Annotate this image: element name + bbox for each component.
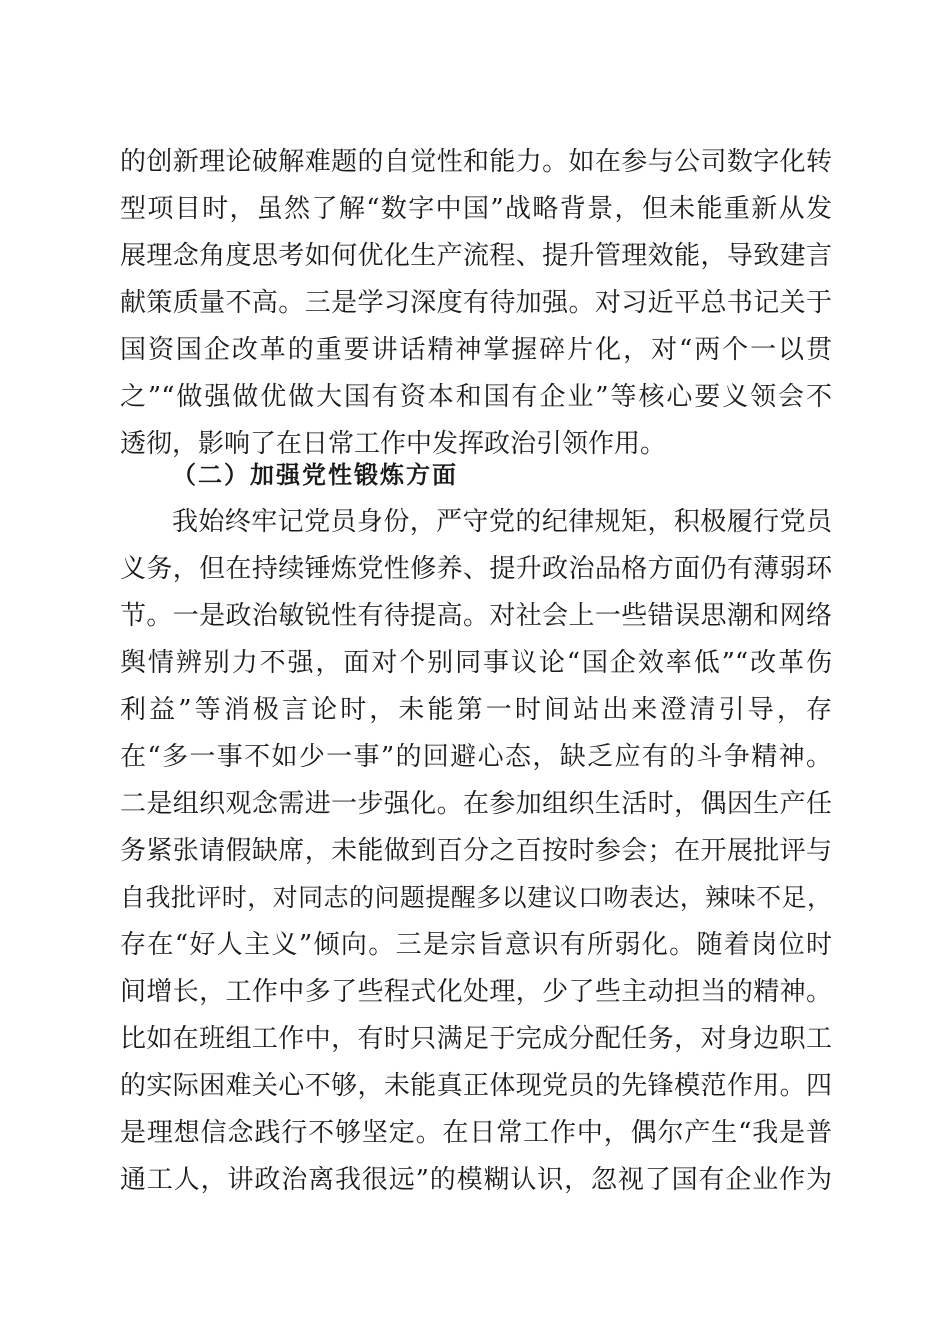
paragraph-line: 比如在班组工作中，有时只满足于完成分配任务，对身边职工: [120, 1024, 832, 1054]
paragraph-line: 展理念角度思考如何优化生产流程、提升管理效能，导致建言: [120, 241, 832, 271]
paragraph-line: 存在“好人主义”倾向。三是宗旨意识有所弱化。随着岗位时: [120, 930, 832, 960]
paragraph-line: 利益”等消极言论时，未能第一时间站出来澄清引导，存: [120, 695, 832, 725]
paragraph-line: 献策质量不高。三是学习深度有待加强。对习近平总书记关于: [120, 288, 832, 318]
paragraph-line: 国资国企改革的重要讲话精神掌握碎片化，对“两个一以贯: [120, 335, 832, 365]
paragraph-line: 透彻，影响了在日常工作中发挥政治引领作用。: [120, 429, 667, 459]
paragraph-line: 的实际困难关心不够，未能真正体现党员的先锋模范作用。四: [120, 1071, 832, 1101]
paragraph-line: 务紧张请假缺席，未能做到百分之百按时参会；在开展批评与: [120, 836, 832, 866]
paragraph-line: 的创新理论破解难题的自觉性和能力。如在参与公司数字化转: [120, 147, 832, 177]
paragraph-line: 二是组织观念需进一步强化。在参加组织生活时，偶因生产任: [120, 789, 832, 819]
paragraph-line: 节。一是政治敏锐性有待提高。对社会上一些错误思潮和网络: [120, 601, 832, 631]
paragraph-line: 之”“做强做优做大国有资本和国有企业”等核心要义领会不: [120, 382, 832, 412]
paragraph-line: 我始终牢记党员身份，严守党的纪律规矩，积极履行党员: [172, 507, 832, 537]
paragraph-line: 义务，但在持续锤炼党性修养、提升政治品格方面仍有薄弱环: [120, 554, 832, 584]
section-heading: （二）加强党性锻炼方面: [172, 460, 458, 489]
paragraph-line: 舆情辨别力不强，面对个别同事议论“国企效率低”“改革伤: [120, 648, 832, 678]
paragraph-line: 在“多一事不如少一事”的回避心态，缺乏应有的斗争精神。: [120, 742, 832, 772]
paragraph-line: 通工人，讲政治离我很远”的模糊认识，忽视了国有企业作为: [120, 1165, 832, 1195]
paragraph-line: 是理想信念践行不够坚定。在日常工作中，偶尔产生“我是普: [120, 1118, 832, 1148]
paragraph-line: 间增长，工作中多了些程式化处理，少了些主动担当的精神。: [120, 977, 832, 1007]
paragraph-line: 型项目时，虽然了解“数字中国”战略背景，但未能重新从发: [120, 194, 832, 224]
paragraph-line: 自我批评时，对同志的问题提醒多以建议口吻表达，辣味不足，: [120, 883, 832, 912]
